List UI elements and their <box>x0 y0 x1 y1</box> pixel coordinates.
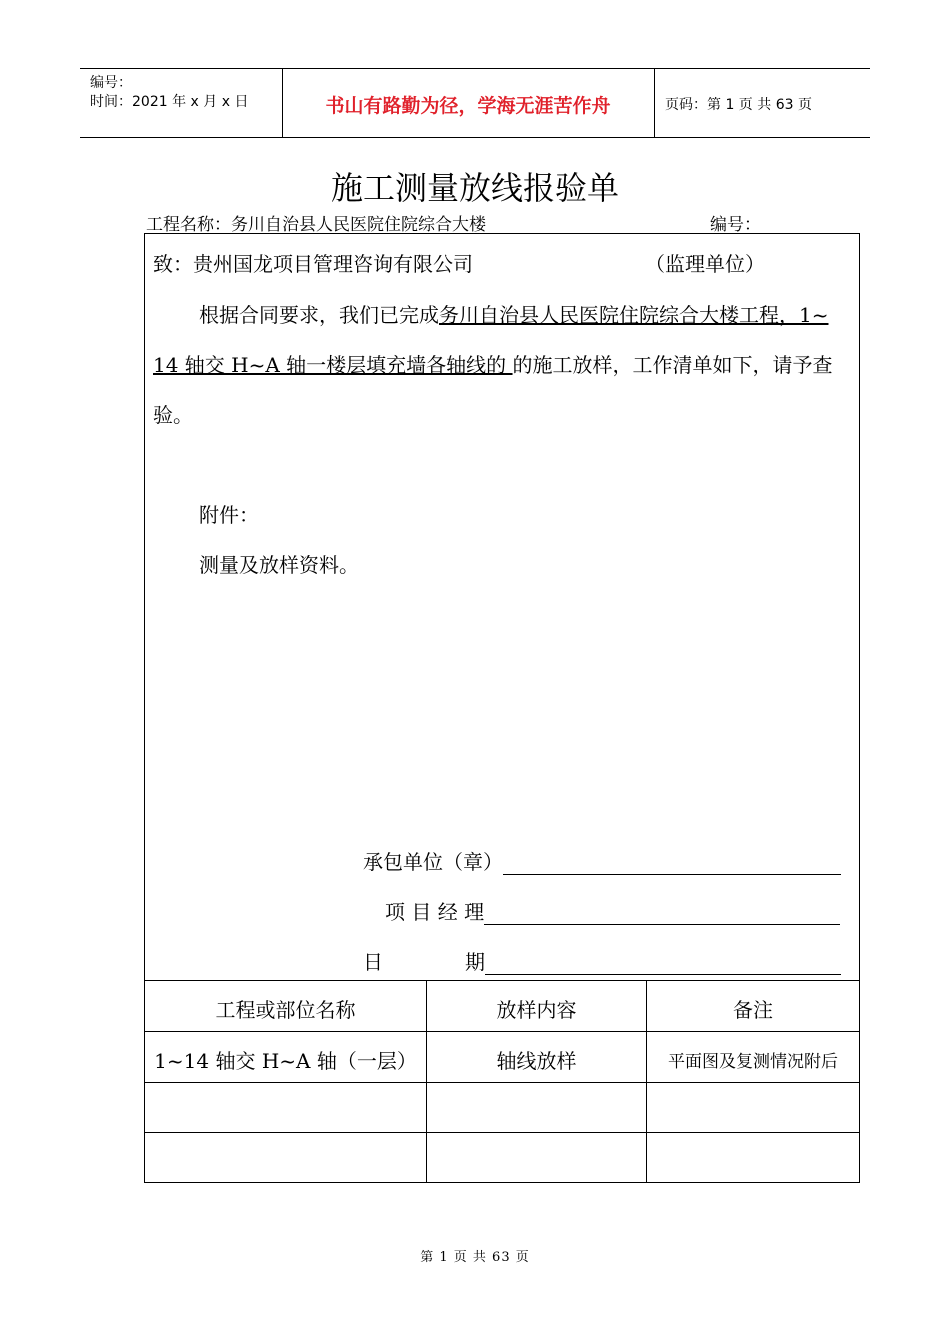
attachment-label: 附件： <box>199 503 259 527</box>
header-divider <box>654 69 655 137</box>
manager-signature <box>385 896 840 925</box>
body-text: 根据合同要求，我们已完成 <box>199 303 439 327</box>
page-footer: 第 1 页 共 63 页 <box>420 1250 530 1265</box>
date-signature <box>363 946 841 975</box>
body-line-1 <box>199 299 828 328</box>
body-text: 的施工放样，工作清单如下，请予查 <box>512 353 833 377</box>
page-header <box>80 68 870 138</box>
table-top-border <box>145 980 859 981</box>
date-label-a: 日 <box>363 950 383 974</box>
table-row-border <box>145 1132 859 1133</box>
date-label-b: 期 <box>465 950 485 974</box>
form-box <box>144 233 860 1183</box>
document-number: 编号： <box>710 215 761 235</box>
table-cell-content: 轴线放样 <box>496 1049 577 1073</box>
table-row-border <box>145 1031 859 1032</box>
project-name: 工程名称：务川自治县人民医院住院综合大楼 <box>146 215 486 235</box>
date-signature-line[interactable] <box>485 954 841 975</box>
document-title: 施工测量放线报验单 <box>330 169 619 207</box>
header-number: 编号： <box>90 75 132 91</box>
recipient-line: 致：贵州国龙项目管理咨询有限公司 <box>153 252 473 276</box>
table-cell-remark: 平面图及复测情况附后 <box>668 1052 838 1072</box>
table-header-name: 工程或部位名称 <box>215 998 356 1022</box>
body-underlined-project: 务川自治县人民医院住院综合大楼工程，1~ <box>439 303 829 327</box>
manager-label: 项 目 经 理 <box>385 900 485 924</box>
manager-signature-line[interactable] <box>484 904 840 925</box>
table-row-border <box>145 1082 859 1083</box>
table-header-remark: 备注 <box>733 998 773 1022</box>
header-page-info: 页码：第 1 页 共 63 页 <box>665 97 812 113</box>
recipient-role: （监理单位） <box>645 252 765 276</box>
table-cell-name: 1~14 轴交 H~A 轴（一层） <box>154 1049 417 1073</box>
body-line-3: 验。 <box>153 403 193 427</box>
body-underlined-scope: 14 轴交 H~A 轴一楼层填充墙各轴线的 <box>153 353 513 377</box>
header-meta <box>80 69 282 137</box>
attachment-text: 测量及放样资料。 <box>199 553 359 577</box>
contractor-signature-line[interactable] <box>503 854 841 875</box>
contractor-label: 承包单位（章） <box>363 850 503 874</box>
header-motto: 书山有路勤为径，学海无涯苦作舟 <box>325 95 611 117</box>
header-time: 时间：2021 年 x 月 x 日 <box>90 94 249 110</box>
contractor-signature <box>363 846 841 875</box>
body-line-2 <box>153 349 833 378</box>
table-header-content: 放样内容 <box>496 998 577 1022</box>
